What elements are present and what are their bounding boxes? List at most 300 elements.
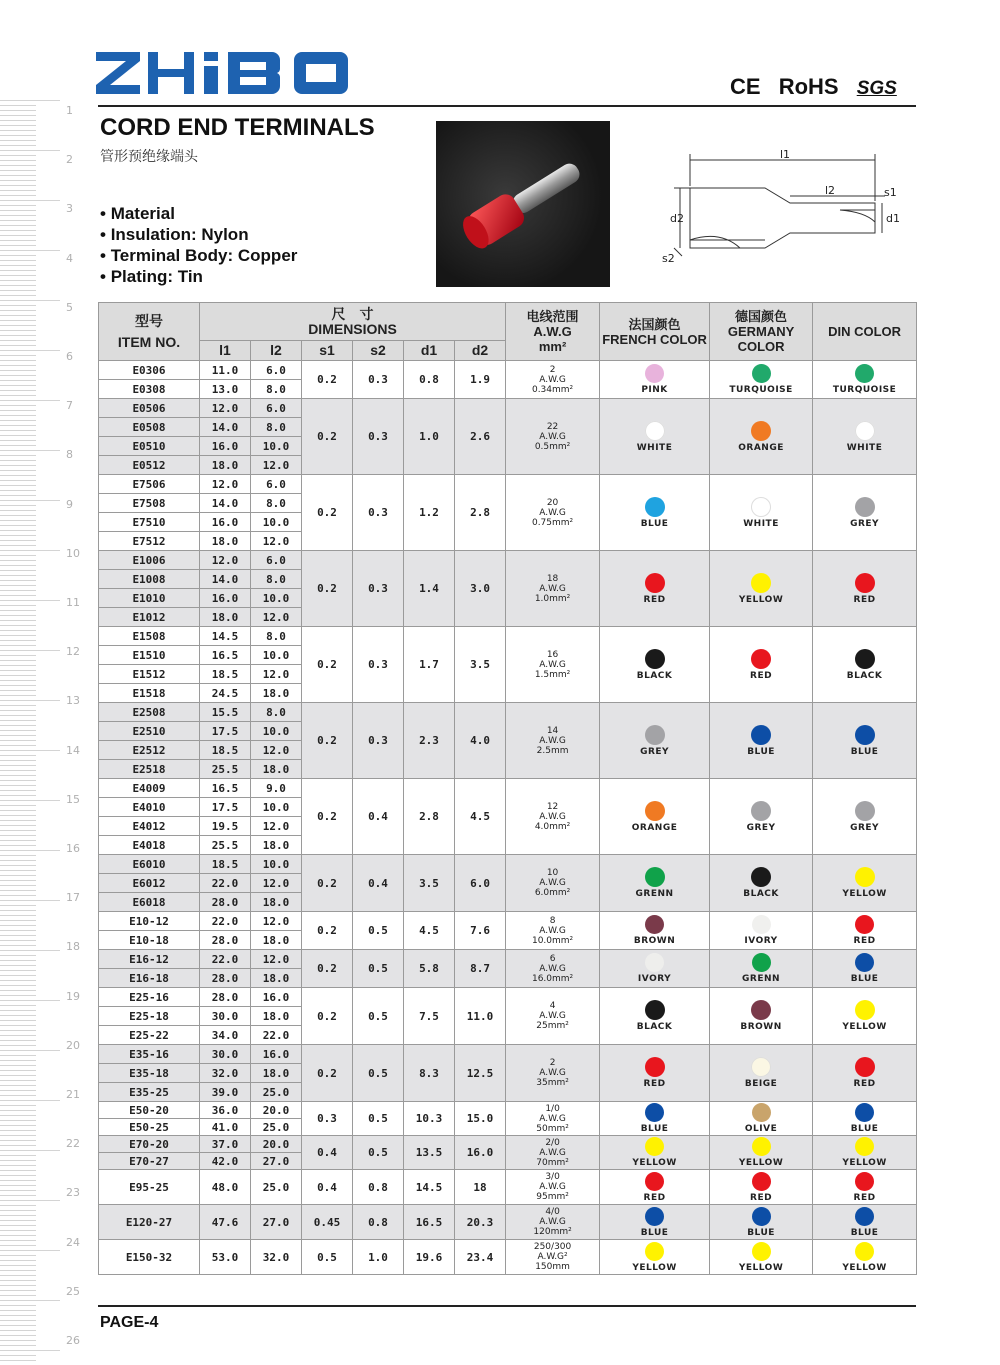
french-color-name: BLUE (640, 1124, 669, 1134)
wire-range-line: A.W.G (539, 1068, 566, 1078)
ruler-tick (0, 845, 36, 846)
ruler-tick (0, 135, 36, 136)
german-color-swatch (752, 1172, 771, 1191)
l2-cell: 18.0 (251, 760, 302, 779)
ruler-tick (0, 1220, 36, 1221)
din-color-swatch (855, 573, 875, 593)
french-color-cell (600, 1045, 710, 1102)
french-color-swatch (645, 1057, 665, 1077)
ruler-tick (0, 1185, 36, 1186)
wire-range-cell (506, 399, 600, 475)
french-color-swatch (645, 915, 664, 934)
wire-range-line: 1/0 (545, 1103, 560, 1114)
ruler-tick (0, 1205, 36, 1206)
ruler-tick (0, 860, 36, 861)
ruler-tick (0, 920, 36, 921)
french-color-name: ORANGE (631, 822, 678, 833)
wire-range-line: A.W.G (539, 507, 566, 518)
ruler-tick (0, 495, 36, 496)
ruler-tick (0, 1110, 36, 1111)
wire-range-line: A.W.G (539, 925, 566, 936)
ruler-tick (0, 1145, 36, 1146)
ruler-tick (0, 260, 36, 261)
page-title: CORD END TERMINALS (100, 114, 375, 141)
wire-range-cell (506, 779, 600, 855)
table-row (99, 1136, 917, 1153)
wire-range-line: 0.5mm² (534, 441, 571, 452)
s2-cell: 0.5 (353, 950, 404, 988)
ruler-tick (0, 1010, 36, 1011)
wire-range-cell (506, 551, 600, 627)
ruler-tick (0, 1355, 36, 1356)
ruler-tick (0, 1075, 36, 1076)
item-no-cell: E70-20 (99, 1136, 200, 1153)
l2-cell: 10.0 (251, 437, 302, 456)
ruler-tick (0, 1160, 36, 1161)
ruler-tick (0, 455, 36, 456)
l1-cell: 18.5 (200, 665, 251, 684)
ruler-tick (0, 1225, 36, 1226)
item-header-cn: 型号 (135, 312, 163, 329)
french-color-cell (600, 988, 710, 1045)
label-s1: s1 (884, 186, 897, 199)
french-color-name: IVORY (637, 974, 672, 984)
s2-cell: 0.3 (353, 361, 404, 399)
ruler-number: 16 (66, 842, 80, 855)
ruler-tick (0, 1090, 36, 1091)
french-color-name: RED (643, 1192, 666, 1203)
ruler-tick (0, 1295, 36, 1296)
din-color-swatch (855, 1103, 874, 1122)
l1-cell: 48.0 (200, 1170, 251, 1205)
s1-cell: 0.3 (302, 1102, 353, 1136)
ruler-tick (0, 1025, 36, 1026)
item-no-cell: E0506 (99, 399, 200, 418)
ruler-tick (0, 350, 60, 351)
l2-cell: 12.0 (251, 456, 302, 475)
ruler-tick (0, 100, 60, 101)
wire-range-line: 16 (546, 649, 559, 660)
l2-cell: 6.0 (251, 399, 302, 418)
german-color-name: OLIVE (744, 1124, 778, 1134)
ruler-tick (0, 1135, 36, 1136)
ruler-number: 23 (66, 1186, 80, 1200)
german-color-swatch (751, 421, 771, 441)
ruler-tick (0, 745, 36, 746)
s1-cell: 0.2 (302, 703, 353, 779)
item-no-cell: E1518 (99, 684, 200, 703)
item-no-cell: E4018 (99, 836, 200, 855)
l2-cell: 27.0 (251, 1205, 302, 1240)
ruler-tick (0, 650, 60, 651)
ruler-tick (0, 635, 36, 636)
item-no-cell: E70-27 (99, 1153, 200, 1170)
ruler-tick (0, 165, 36, 166)
ruler-tick (0, 325, 36, 326)
ruler-tick (0, 570, 36, 571)
german-color-swatch (752, 1103, 771, 1122)
label-d2: d2 (670, 212, 684, 225)
ruler-tick (0, 655, 36, 656)
l1-header: l1 (200, 341, 251, 361)
ruler-tick (0, 250, 60, 251)
table-row (99, 361, 917, 380)
l2-cell: 10.0 (251, 589, 302, 608)
german-color-swatch (752, 1242, 771, 1261)
s2-cell: 0.3 (353, 703, 404, 779)
wire-range-line: 20 (546, 497, 559, 508)
french-color-cell (600, 627, 710, 703)
french-color-cell (600, 361, 710, 399)
ruler-number: 22 (66, 1137, 80, 1151)
spec-table (98, 302, 917, 1275)
french-color-name: BLUE (640, 518, 669, 529)
d2-cell: 6.0 (455, 855, 506, 912)
s2-cell: 0.5 (353, 988, 404, 1045)
ruler-number: 2 (66, 153, 73, 167)
ruler-tick (0, 465, 36, 466)
german-color-name: YELLOW (738, 1262, 784, 1273)
wire-range-cell (506, 855, 600, 912)
wire-range-line: 6 (549, 953, 556, 964)
din-color-swatch (855, 1242, 874, 1261)
ruler-tick (0, 470, 36, 471)
ruler-tick (0, 425, 36, 426)
l2-cell: 16.0 (251, 1045, 302, 1064)
ruler-tick (0, 540, 36, 541)
l1-cell: 17.5 (200, 722, 251, 741)
din-color-cell (813, 1170, 917, 1205)
ruler-tick (0, 610, 36, 611)
ruler-tick (0, 545, 36, 546)
wire-range-cell (506, 988, 600, 1045)
item-no-cell: E4009 (99, 779, 200, 798)
l2-cell: 12.0 (251, 532, 302, 551)
ruler-tick (0, 790, 36, 791)
d1-cell: 7.5 (404, 988, 455, 1045)
l1-cell: 18.0 (200, 456, 251, 475)
item-no-cell: E25-16 (99, 988, 200, 1007)
wire-range-line: 8 (549, 915, 556, 926)
d2-cell: 3.5 (455, 627, 506, 703)
s1-cell: 0.2 (302, 399, 353, 475)
ruler-tick (0, 710, 36, 711)
ruler-tick (0, 590, 36, 591)
s1-cell: 0.4 (302, 1170, 353, 1205)
din-color-swatch (855, 1057, 875, 1077)
wire-range-line: A.W.G (539, 1011, 566, 1021)
din-color-swatch (855, 801, 875, 821)
s1-cell: 0.2 (302, 855, 353, 912)
ruler-tick (0, 935, 36, 936)
french-color-cell (600, 399, 710, 475)
din-color-cell (813, 855, 917, 912)
german-color-name: GREY (746, 822, 776, 833)
l2-cell: 12.0 (251, 874, 302, 893)
din-color-name: TURQUOISE (832, 385, 897, 395)
ruler-number: 7 (66, 399, 73, 413)
ruler-tick (0, 770, 36, 771)
s2-cell: 1.0 (353, 1240, 404, 1275)
french-color-swatch (645, 1207, 664, 1226)
ruler-tick (0, 830, 36, 831)
french-color-swatch (645, 867, 665, 887)
item-no-cell: E35-25 (99, 1083, 200, 1102)
ruler-tick (0, 460, 36, 461)
ruler-tick (0, 900, 60, 901)
l2-cell: 6.0 (251, 551, 302, 570)
ruler-tick (0, 1210, 36, 1211)
ruler-tick (0, 1180, 36, 1181)
item-no-cell: E7510 (99, 513, 200, 532)
ruler-tick (0, 295, 36, 296)
d1-cell: 2.8 (404, 779, 455, 855)
din-color-cell (813, 1240, 917, 1275)
ruler-tick (0, 485, 36, 486)
ruler-tick (0, 1000, 60, 1001)
s1-header: s1 (302, 341, 353, 361)
german-color-swatch (752, 1137, 771, 1156)
item-no-cell: E4012 (99, 817, 200, 836)
item-no-cell: E7512 (99, 532, 200, 551)
german-color-name: IVORY (744, 936, 778, 946)
ruler-tick (0, 435, 36, 436)
german-color-cell (710, 1240, 813, 1275)
ruler-number: 12 (66, 645, 80, 659)
dimensions-header (200, 303, 506, 341)
l1-cell: 12.0 (200, 551, 251, 570)
l1-cell: 18.0 (200, 532, 251, 551)
wire-range-line: 1.5mm² (534, 669, 571, 680)
din-color-cell (813, 703, 917, 779)
ruler-tick (0, 205, 36, 206)
din-color-swatch (855, 1000, 875, 1020)
s2-cell: 0.5 (353, 1045, 404, 1102)
d2-cell: 16.0 (455, 1136, 506, 1170)
french-color-name: YELLOW (632, 1158, 677, 1168)
din-color-name: GREY (850, 518, 880, 529)
ruler-tick (0, 1125, 36, 1126)
item-no-cell: E25-18 (99, 1007, 200, 1026)
french-color-swatch (645, 1172, 664, 1191)
item-header-en: ITEM NO. (117, 333, 181, 350)
ruler-tick (0, 225, 36, 226)
item-no-cell: E6018 (99, 893, 200, 912)
item-no-cell: E1006 (99, 551, 200, 570)
ruler-number: 9 (66, 497, 73, 511)
ruler-tick (0, 405, 36, 406)
german-color-name: BLACK (743, 889, 779, 899)
ruler-tick (0, 835, 36, 836)
ruler-tick (0, 960, 36, 961)
s2-cell: 0.8 (353, 1205, 404, 1240)
l2-cell: 8.0 (251, 494, 302, 513)
ruler-tick (0, 675, 36, 676)
french-color-cell (600, 950, 710, 988)
ruler-tick (0, 705, 36, 706)
ruler-tick (0, 750, 60, 751)
french-color-swatch (645, 953, 664, 972)
din-color-cell (813, 988, 917, 1045)
l2-cell: 18.0 (251, 931, 302, 950)
ruler-tick (0, 1280, 36, 1281)
ruler-tick (0, 1155, 36, 1156)
ruler-tick (0, 1085, 36, 1086)
wire-range-line: A.W.G (539, 659, 566, 670)
item-no-cell: E2508 (99, 703, 200, 722)
din-color-cell (813, 475, 917, 551)
l2-cell: 8.0 (251, 703, 302, 722)
item-no-cell: E0308 (99, 380, 200, 399)
din-color-name: BLUE (850, 746, 879, 757)
ruler-tick (0, 180, 36, 181)
certification-marks (730, 74, 909, 100)
french-color-swatch (645, 573, 665, 593)
wire-range-line: 6.0mm² (534, 888, 571, 898)
s2-cell: 0.5 (353, 912, 404, 950)
ruler-tick (0, 985, 36, 986)
wire-range-cell (506, 1240, 600, 1275)
ruler-tick (0, 755, 36, 756)
l1-cell: 28.0 (200, 931, 251, 950)
d1-cell: 16.5 (404, 1205, 455, 1240)
wire-range-header (506, 303, 600, 361)
ruler-tick (0, 215, 36, 216)
french-color-name: BLACK (636, 670, 673, 681)
din-color-name: BLUE (850, 1227, 879, 1238)
l1-cell: 37.0 (200, 1136, 251, 1153)
l2-cell: 20.0 (251, 1136, 302, 1153)
l1-cell: 30.0 (200, 1045, 251, 1064)
l2-cell: 20.0 (251, 1102, 302, 1119)
ruler-tick (0, 680, 36, 681)
ruler-tick (0, 195, 36, 196)
ruler-tick (0, 380, 36, 381)
item-no-cell: E1510 (99, 646, 200, 665)
table-row (99, 988, 917, 1007)
l2-cell: 6.0 (251, 475, 302, 494)
ruler-tick (0, 1265, 36, 1266)
din-color-name: RED (853, 1192, 876, 1203)
ruler-tick (0, 335, 36, 336)
ruler-tick (0, 1275, 36, 1276)
ruler-tick (0, 345, 36, 346)
dimension-diagram (660, 148, 910, 272)
page-number: PAGE-4 (100, 1314, 159, 1331)
ruler-tick (0, 160, 36, 161)
material-item: • Material (100, 203, 297, 224)
d2-cell: 15.0 (455, 1102, 506, 1136)
spec-table-body (99, 361, 917, 1275)
french-color-cell (600, 779, 710, 855)
ruler-tick (0, 270, 36, 271)
ruler-tick (0, 1115, 36, 1116)
wire-range-line: 2/0 (545, 1137, 560, 1148)
german-color-name: BROWN (740, 1022, 782, 1032)
item-no-cell: E1512 (99, 665, 200, 684)
wire-range-cell (506, 1170, 600, 1205)
ruler-tick (0, 1310, 36, 1311)
ruler-tick (0, 1270, 36, 1271)
l2-cell: 25.0 (251, 1170, 302, 1205)
s1-cell: 0.2 (302, 912, 353, 950)
ruler-tick (0, 955, 36, 956)
d1-header: d1 (404, 341, 455, 361)
germany-color-header-en1: GERMANY (727, 324, 795, 339)
l2-cell: 10.0 (251, 722, 302, 741)
german-color-swatch (752, 1207, 771, 1226)
ruler-number: 3 (66, 202, 73, 216)
ruler-tick (0, 945, 36, 946)
din-color-name: YELLOW (842, 1158, 887, 1168)
ruler-tick (0, 1170, 36, 1171)
german-color-cell (710, 361, 813, 399)
s1-cell: 0.2 (302, 361, 353, 399)
french-color-name: BLUE (640, 1227, 669, 1238)
ruler-tick (0, 1035, 36, 1036)
ruler-tick (0, 390, 36, 391)
german-color-swatch (752, 915, 771, 934)
ruler-tick (0, 760, 36, 761)
ruler-number: 10 (66, 546, 80, 560)
german-color-cell (710, 551, 813, 627)
ruler-number: 11 (66, 596, 80, 609)
ruler-tick (0, 525, 36, 526)
german-color-name: TURQUOISE (729, 385, 793, 395)
wire-range-line: 120mm² (533, 1227, 572, 1237)
ruler-tick (0, 105, 36, 106)
ruler-tick (0, 395, 36, 396)
french-color-name: PINK (641, 385, 668, 395)
d1-cell: 13.5 (404, 1136, 455, 1170)
l1-cell: 16.5 (200, 779, 251, 798)
wire-range-cell (506, 475, 600, 551)
ruler-tick (0, 775, 36, 776)
german-color-cell (710, 1205, 813, 1240)
wire-range-line: A.W.G (539, 431, 566, 442)
ruler-tick (0, 500, 60, 501)
ruler-tick (0, 1255, 36, 1256)
ruler-tick (0, 115, 36, 116)
l2-cell: 12.0 (251, 741, 302, 760)
din-color-header: DIN COLOR (813, 303, 917, 361)
ruler-tick (0, 720, 36, 721)
ruler-tick (0, 605, 36, 606)
din-color-swatch (855, 497, 875, 517)
item-no-cell: E2512 (99, 741, 200, 760)
s1-cell: 0.2 (302, 950, 353, 988)
german-color-cell (710, 1045, 813, 1102)
s2-cell: 0.3 (353, 551, 404, 627)
table-row (99, 475, 917, 494)
din-color-name: RED (853, 594, 876, 605)
ruler-tick (0, 1360, 36, 1361)
ruler-number: 26 (66, 1334, 80, 1347)
ruler-tick (0, 230, 36, 231)
ruler-tick (0, 255, 36, 256)
wire-range-line: 95mm² (536, 1192, 569, 1202)
l1-cell: 22.0 (200, 912, 251, 931)
din-color-swatch (855, 421, 875, 441)
ruler-tick (0, 330, 36, 331)
d1-cell: 4.5 (404, 912, 455, 950)
ruler-tick (0, 190, 36, 191)
l2-cell: 18.0 (251, 893, 302, 912)
l2-cell: 8.0 (251, 627, 302, 646)
ruler-tick (0, 575, 36, 576)
l2-cell: 12.0 (251, 608, 302, 627)
ruler-tick (0, 285, 36, 286)
